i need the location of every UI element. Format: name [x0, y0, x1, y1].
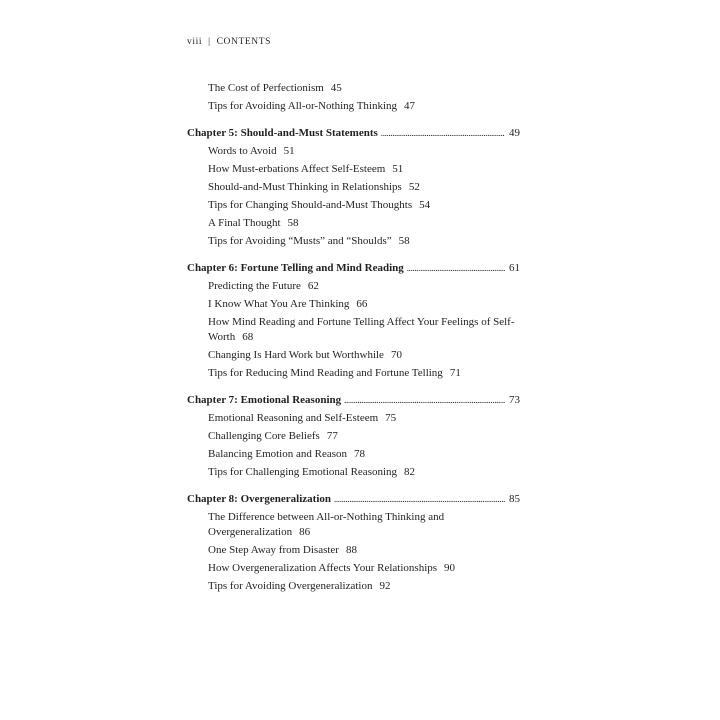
- page-number: viii: [187, 37, 203, 47]
- toc-entry-page: 88: [345, 544, 357, 556]
- toc-entry[interactable]: [187, 178, 520, 196]
- toc-entry-title: Balancing Emotion and Reason: [208, 448, 347, 460]
- toc-entry-page: 68: [242, 331, 254, 343]
- toc-entry[interactable]: [187, 364, 520, 382]
- chapter-heading[interactable]: [187, 391, 520, 409]
- toc-entry[interactable]: [187, 508, 528, 541]
- dot-leader: [334, 490, 505, 508]
- toc-entry-page: 45: [330, 82, 342, 94]
- chapter-page: 49: [509, 127, 520, 139]
- toc-entry-page: 54: [419, 199, 431, 211]
- toc-entry-title: How Mind Reading and Fortune Telling Affect Your Feelings of Self-Worth: [208, 316, 515, 343]
- chapter-heading[interactable]: [187, 124, 520, 142]
- toc-entry-title: Tips for Avoiding “Musts” and “Shoulds”: [208, 235, 392, 247]
- toc-entry-title: Challenging Core Beliefs: [208, 430, 320, 442]
- toc-entry-page: 78: [354, 448, 365, 460]
- chapter-page: 73: [509, 394, 520, 406]
- chapter-title: Chapter 5: Should-and-Must Statements: [187, 127, 378, 139]
- toc-entry-page: 52: [408, 181, 420, 193]
- toc-entry[interactable]: [187, 97, 520, 115]
- toc-entry-title: The Cost of Perfectionism: [208, 82, 324, 94]
- toc-entry[interactable]: [187, 295, 520, 313]
- toc-entry-title: Emotional Reasoning and Self-Esteem: [208, 412, 379, 424]
- dot-leader: [381, 124, 505, 142]
- chapter-title: Chapter 8: Overgeneralization: [187, 493, 331, 505]
- toc-entry[interactable]: [187, 445, 520, 463]
- toc-entry-title: Predicting the Future: [208, 280, 301, 292]
- toc-entry[interactable]: [187, 160, 520, 178]
- chapter-heading[interactable]: [187, 490, 520, 508]
- chapter-title: Chapter 6: Fortune Telling and Mind Reading: [187, 262, 404, 274]
- toc-entry-title: The Difference between All-or-Nothing Thinking and Overgeneralization: [208, 511, 445, 538]
- toc-entry-title: Changing Is Hard Work but Worthwhile: [208, 349, 384, 361]
- running-head: [187, 37, 271, 47]
- toc-entry-title: Tips for Avoiding All-or-Nothing Thinking: [208, 100, 398, 112]
- table-of-contents: [187, 79, 520, 604]
- toc-entry[interactable]: [187, 577, 520, 595]
- chapter-title: Chapter 7: Emotional Reasoning: [187, 394, 342, 406]
- toc-entry[interactable]: [187, 79, 520, 97]
- toc-entry-page: 71: [449, 367, 461, 379]
- toc-chapter-7: [187, 391, 520, 481]
- toc-entry-page: 82: [404, 466, 416, 478]
- toc-entry-title: Tips for Reducing Mind Reading and Fortune Telling: [208, 367, 443, 379]
- header-separator: |: [208, 37, 211, 47]
- toc-entry[interactable]: [187, 463, 520, 481]
- toc-entry-title: Should-and-Must Thinking in Relationships: [208, 181, 402, 193]
- toc-entry-title: How Must-erbations Affect Self-Esteem: [208, 163, 386, 175]
- toc-entry-title: I Know What You Are Thinking: [208, 298, 350, 310]
- toc-entry[interactable]: [187, 142, 520, 160]
- chapter-page: 85: [509, 493, 520, 505]
- toc-entry-page: 51: [392, 163, 404, 175]
- toc-entry[interactable]: [187, 214, 520, 232]
- toc-entry-page: 70: [390, 349, 402, 361]
- toc-chapter-8: [187, 490, 520, 595]
- dot-leader: [344, 391, 505, 409]
- toc-continuation: [187, 79, 520, 115]
- toc-entry-title: Tips for Changing Should-and-Must Thoughts: [208, 199, 413, 211]
- toc-entry[interactable]: [187, 346, 520, 364]
- toc-entry-page: 86: [299, 526, 311, 538]
- toc-entry-page: 58: [398, 235, 410, 247]
- toc-entry-page: 75: [385, 412, 397, 424]
- toc-entry-page: 51: [283, 145, 295, 157]
- toc-entry-page: 47: [404, 100, 416, 112]
- toc-entry-title: A Final Thought: [208, 217, 281, 229]
- toc-entry-page: 92: [379, 580, 391, 592]
- toc-entry[interactable]: [187, 232, 520, 250]
- chapter-page: 61: [509, 262, 520, 274]
- toc-entry-title: Tips for Avoiding Overgeneralization: [208, 580, 373, 592]
- toc-entry-page: 66: [356, 298, 368, 310]
- toc-entry[interactable]: [187, 559, 520, 577]
- toc-entry-page: 77: [326, 430, 338, 442]
- toc-chapter-6: [187, 259, 520, 382]
- toc-entry[interactable]: [187, 196, 520, 214]
- dot-leader: [407, 259, 505, 277]
- toc-chapter-5: [187, 124, 520, 250]
- toc-entry[interactable]: [187, 277, 520, 295]
- section-title: CONTENTS: [216, 37, 272, 47]
- toc-entry-page: 58: [287, 217, 299, 229]
- toc-entry[interactable]: [187, 427, 520, 445]
- toc-entry-title: One Step Away from Disaster: [208, 544, 339, 556]
- toc-entry-page: 90: [444, 562, 456, 574]
- toc-entry-title: How Overgeneralization Affects Your Relationships: [208, 562, 438, 574]
- toc-entry[interactable]: [187, 409, 520, 427]
- toc-entry-page: 62: [307, 280, 319, 292]
- toc-entry[interactable]: [187, 313, 528, 346]
- toc-entry[interactable]: [187, 541, 520, 559]
- toc-entry-title: Tips for Challenging Emotional Reasoning: [208, 466, 398, 478]
- chapter-heading[interactable]: [187, 259, 520, 277]
- toc-entry-title: Words to Avoid: [208, 145, 277, 157]
